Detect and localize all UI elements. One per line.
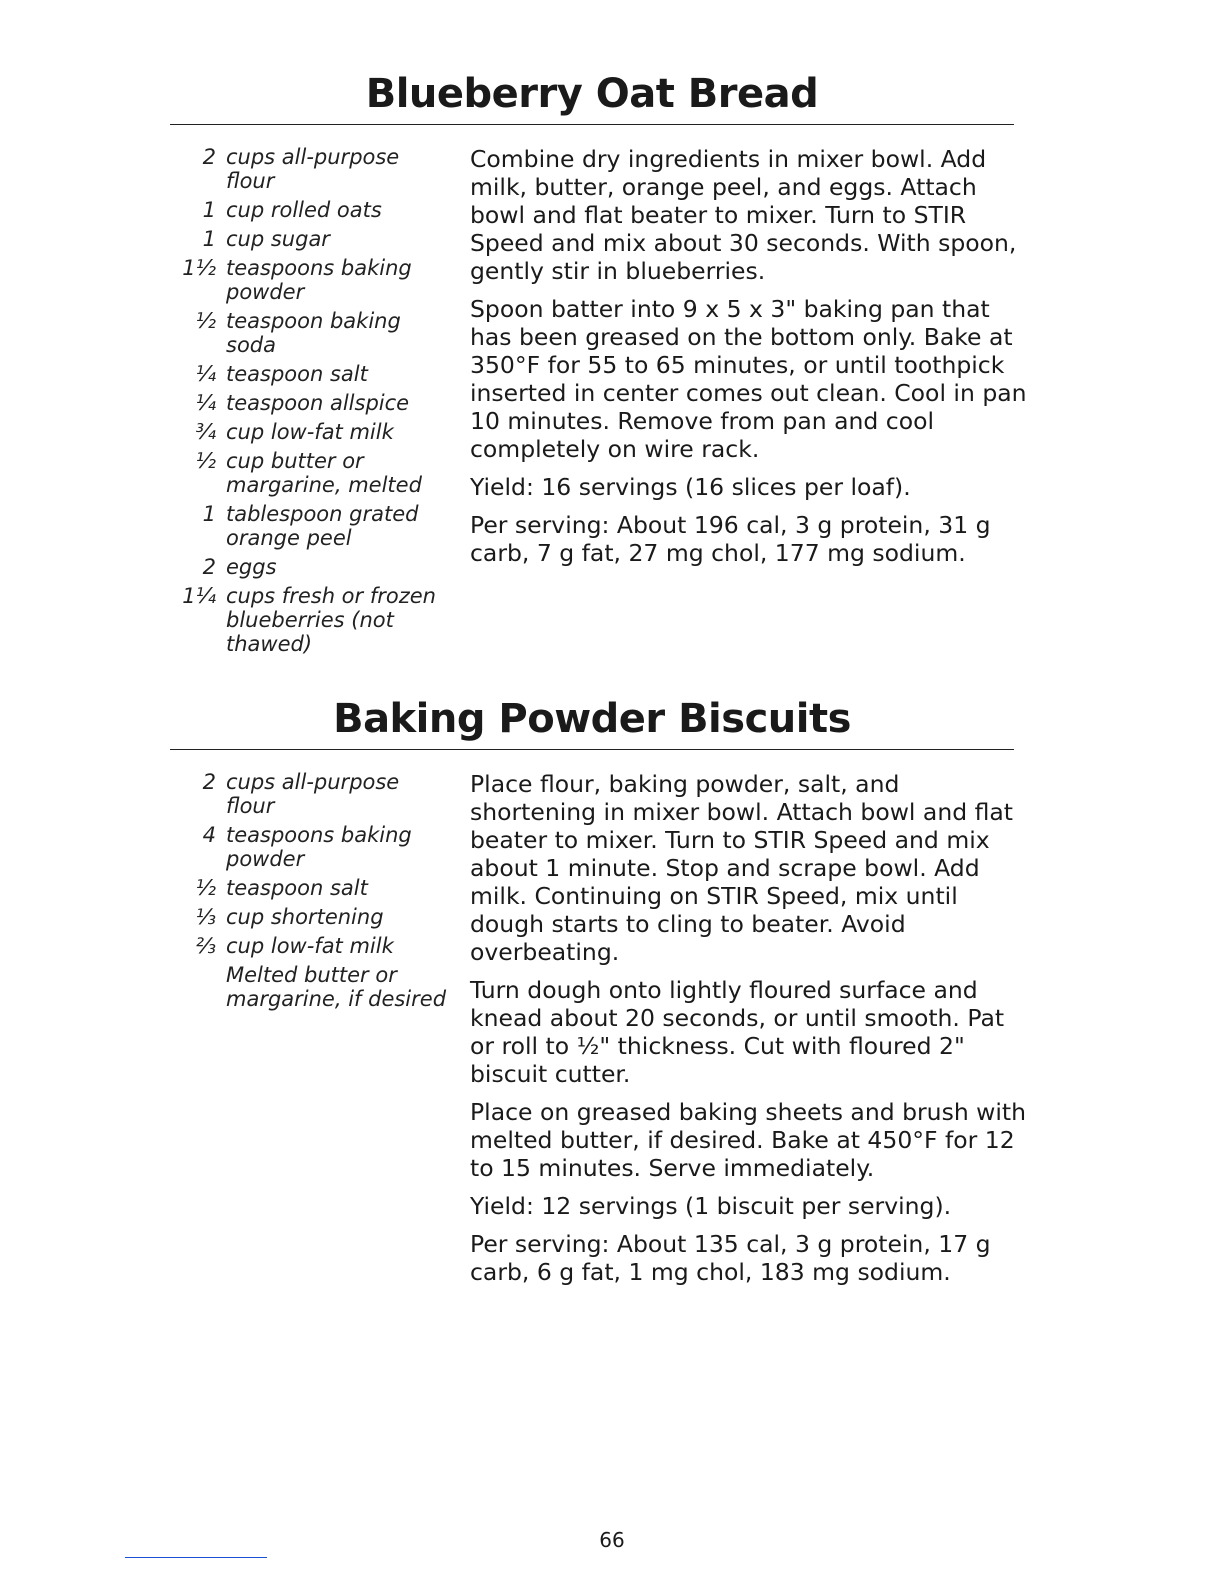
- ingredient-list: [170, 770, 450, 1016]
- ingredient-name: teaspoons baking powder: [226, 256, 412, 304]
- ingredient-name: Melted butter or margarine, if desired: [226, 963, 447, 1011]
- ingredient-list: [170, 145, 450, 661]
- ingredient-name: teaspoon salt: [226, 876, 368, 900]
- ingredient-item: [170, 876, 450, 900]
- ingredient-name: teaspoon baking soda: [226, 309, 401, 357]
- page-number: 66: [599, 1528, 625, 1552]
- ingredient-item: [170, 362, 450, 386]
- ingredient-item: [170, 256, 450, 304]
- ingredient-quantity: ⅔: [195, 934, 216, 958]
- method-paragraph: Turn dough onto lightly floured surface and knead about 20 seconds, or until smooth. Pat or roll to ½" thickness. Cut with floured 2" biscuit cutter.: [470, 976, 1005, 1088]
- method-paragraph: Combine dry ingredients in mixer bowl. Add milk, butter, orange peel, and eggs. Attach bowl and flat beater to mixer. Turn to STIR Speed and mix about 30 seconds. With spoon, gently stir in blueberries.: [470, 145, 1017, 285]
- ingredient-item: [170, 145, 450, 193]
- ingredient-name: tablespoon grated orange peel: [226, 502, 419, 550]
- ingredient-quantity: ⅓: [195, 905, 216, 929]
- ingredient-quantity: ¼: [195, 391, 216, 415]
- recipe-baking-powder-biscuits: [170, 695, 1027, 1295]
- method-text: [470, 770, 1030, 1296]
- recipe-blueberry-oat-bread: [170, 70, 1027, 670]
- ingredient-item: [170, 823, 450, 871]
- ingredient-item: [170, 770, 450, 818]
- ingredient-item: [170, 449, 450, 497]
- ingredient-quantity: 1: [202, 502, 216, 526]
- yield-text: Yield: 16 servings (16 slices per loaf).: [470, 473, 911, 501]
- method-paragraph: Spoon batter into 9 x 5 x 3" baking pan that has been greased on the bottom only. Bake at 350°F for 55 to 65 minutes, or until toothpick inserted in center comes out clean. Cool in pan 10 minutes. Remove from pan and cool completely on wire rack.: [470, 295, 1027, 463]
- ingredient-name: eggs: [226, 555, 277, 579]
- ingredient-item: [170, 420, 450, 444]
- ingredient-item: [170, 309, 450, 357]
- ingredient-item: [170, 198, 450, 222]
- ingredient-quantity: 4: [202, 823, 216, 847]
- ingredient-quantity: ½: [195, 449, 216, 473]
- method-text: [470, 145, 1030, 577]
- ingredient-quantity: [170, 963, 226, 1011]
- ingredient-name: cup rolled oats: [226, 198, 382, 222]
- title-divider: [170, 749, 1014, 750]
- yield-text: Yield: 12 servings (1 biscuit per serving).: [470, 1192, 952, 1220]
- ingredient-item: [170, 227, 450, 251]
- ingredient-name: cup butter or margarine, melted: [226, 449, 422, 497]
- recipe-title: Baking Powder Biscuits: [333, 696, 851, 742]
- ingredient-quantity: 1¼: [182, 584, 216, 608]
- ingredient-name: cup sugar: [226, 227, 330, 251]
- ingredient-quantity: ¾: [195, 420, 216, 444]
- ingredient-item: [170, 934, 450, 958]
- method-paragraph: Place on greased baking sheets and brush with melted butter, if desired. Bake at 450°F for 12 to 15 minutes. Serve immediately.: [470, 1098, 1027, 1182]
- ingredient-quantity: 2: [202, 555, 216, 579]
- ingredient-item: [170, 584, 450, 656]
- ingredient-quantity: ½: [195, 309, 216, 333]
- ingredient-item: [170, 905, 450, 929]
- ingredient-name: cups fresh or frozen blueberries (not thawed): [226, 584, 436, 656]
- nutrition-text: Per serving: About 196 cal, 3 g protein, 31 g carb, 7 g fat, 27 mg chol, 177 mg sodium.: [470, 511, 991, 567]
- ingredient-name: cup low-fat milk: [226, 934, 394, 958]
- ingredient-quantity: 2: [202, 145, 216, 169]
- title-divider: [170, 124, 1014, 125]
- ingredient-name: teaspoon allspice: [226, 391, 410, 415]
- nutrition-text: Per serving: About 135 cal, 3 g protein, 17 g carb, 6 g fat, 1 mg chol, 183 mg sodium.: [470, 1230, 991, 1286]
- ingredient-quantity: 1: [202, 198, 216, 222]
- method-paragraph: Place flour, baking powder, salt, and shortening in mixer bowl. Attach bowl and flat beater to mixer. Turn to STIR Speed and mix about 1 minute. Stop and scrape bowl. Add milk. Continuing on STIR Speed, mix until dough starts to cling to beater. Avoid overbeating.: [470, 770, 1014, 966]
- ingredient-quantity: 1: [202, 227, 216, 251]
- ingredient-item: [170, 502, 450, 550]
- ingredient-name: teaspoon salt: [226, 362, 368, 386]
- recipe-title: Blueberry Oat Bread: [365, 71, 819, 117]
- footer-line: [125, 1557, 267, 1558]
- ingredient-name: cup shortening: [226, 905, 384, 929]
- ingredient-quantity: 1½: [182, 256, 216, 280]
- ingredient-quantity: 2: [202, 770, 216, 794]
- ingredient-name: teaspoons baking powder: [226, 823, 412, 871]
- ingredient-item: [170, 391, 450, 415]
- ingredient-quantity: ¼: [195, 362, 216, 386]
- ingredient-item: [170, 963, 450, 1011]
- ingredient-quantity: ½: [195, 876, 216, 900]
- ingredient-name: cup low-fat milk: [226, 420, 394, 444]
- ingredient-item: [170, 555, 450, 579]
- ingredient-name: cups all-purpose flour: [226, 145, 400, 193]
- ingredient-name: cups all-purpose flour: [226, 770, 400, 818]
